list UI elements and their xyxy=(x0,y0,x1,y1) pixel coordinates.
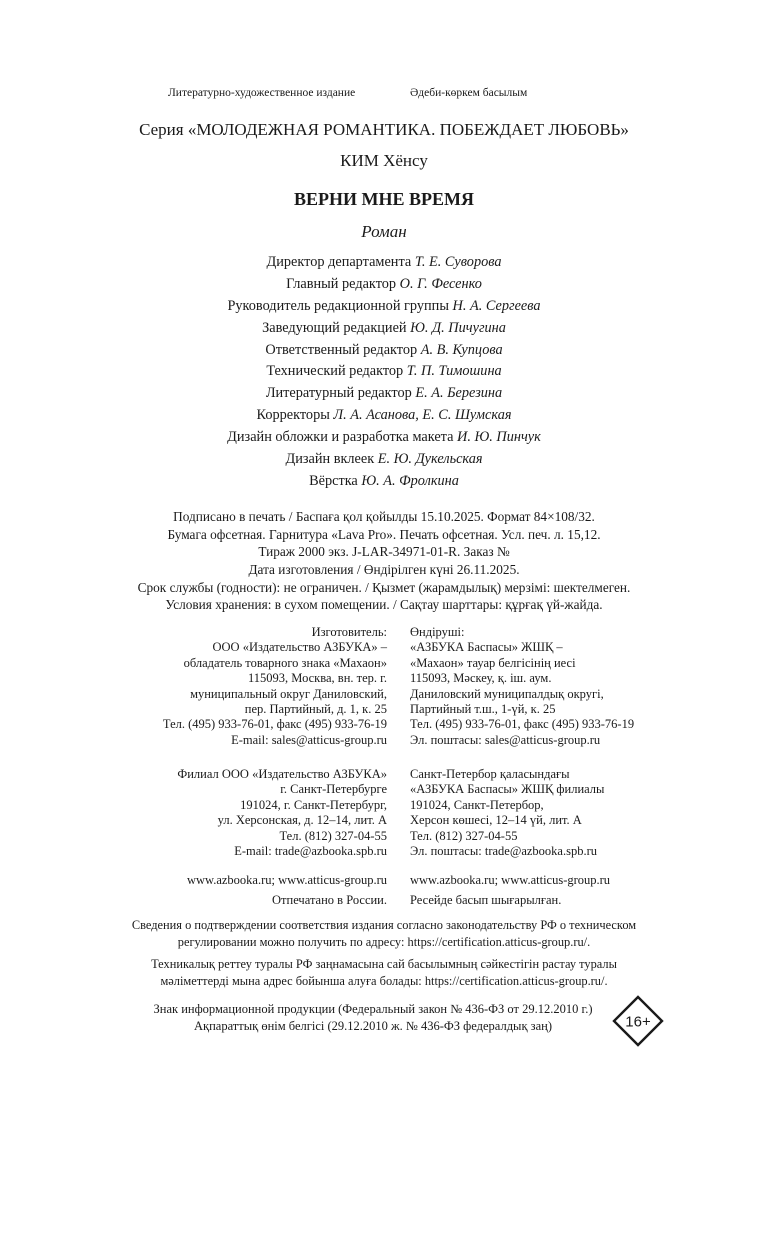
print-spec-line: Срок службы (годности): не ограничен. / Қызмет (жарамдылық) мерзімі: шектелмеген. xyxy=(137,579,631,595)
credit-person: Л. А. Асанова, Е. С. Шумская xyxy=(333,407,512,424)
credit-person: А. В. Купцова xyxy=(420,341,503,358)
address-line: Эл. поштасы: sales@atticus-group.ru xyxy=(410,732,601,747)
age-rating-badge xyxy=(612,995,664,1047)
address-line: Тел. (812) 327-04-55 xyxy=(410,828,518,843)
credit-person: Ю. Д. Пичугина xyxy=(410,319,506,336)
address-line: ООО «Издательство АЗБУКА» – xyxy=(212,640,387,655)
address-line: ул. Херсонская, д. 12–14, лит. А xyxy=(217,813,387,828)
address-line: 115093, Мәскеу, қ. іш. аум. xyxy=(410,671,552,686)
address-line: «АЗБУКА Баспасы» ЖШҚ – xyxy=(410,640,563,655)
website-links: www.azbooka.ru; www.atticus-group.ru xyxy=(410,873,611,887)
info-product-sign: Знак информационной продукции (Федеральный закон № 436-ФЗ от 29.12.2010 г.) Ақпараттық өнім белгісі (29.12.2010 ж. № 436-ФЗ федералдық заң) xyxy=(153,1002,593,1033)
address-line: Филиал ООО «Издательство АЗБУКА» xyxy=(177,767,387,781)
address-line: обладатель товарного знака «Махаон» xyxy=(183,655,387,670)
address-line: Тел. (812) 327-04-55 xyxy=(279,828,387,843)
credit-person: О. Г. Фесенко xyxy=(399,275,482,292)
websites-kz xyxy=(410,873,610,888)
credit-role: Дизайн обложки и разработка макета xyxy=(227,429,454,446)
address-line: пер. Партийный, д. 1, к. 25 xyxy=(244,701,387,716)
credit-role: Дизайн вклеек xyxy=(285,451,375,468)
credit-line xyxy=(0,252,768,274)
address-line: Даниловский муниципалдық округі, xyxy=(410,686,604,701)
credit-role: Литературный редактор xyxy=(265,385,412,402)
address-line: «АЗБУКА Баспасы» ЖШҚ филиалы xyxy=(410,782,605,797)
address-line: Херсон көшесі, 12–14 үй, лит. А xyxy=(410,813,582,828)
manufacturer-ru xyxy=(163,625,387,748)
credit-line xyxy=(0,449,768,471)
address-line: г. Санкт-Петербурге xyxy=(280,782,387,797)
credit-line xyxy=(0,405,768,427)
address-line: Санкт-Петербор қаласындағы xyxy=(410,767,570,781)
credit-person: И. Ю. Пинчук xyxy=(457,429,541,446)
credit-line xyxy=(0,361,768,383)
credit-person: Ю. А. Фролкина xyxy=(361,472,459,489)
websites-ru xyxy=(187,873,387,888)
address-line: Эл. поштасы: trade@azbooka.spb.ru xyxy=(410,843,598,858)
credit-line xyxy=(0,427,768,449)
address-line: «Махаон» тауар белгісінің иесі xyxy=(410,655,576,670)
credit-role: Директор департамента xyxy=(266,254,412,270)
print-spec-line: Тираж 2000 экз. J-LAR-34971-01-R. Заказ № xyxy=(258,544,510,560)
age-rating-label: 16+ xyxy=(625,1013,651,1031)
address-line: Партийный т.ш., 1-үй, к. 25 xyxy=(410,701,556,716)
address-line: 115093, Москва, вн. тер. г. xyxy=(247,671,387,686)
address-line: 191024, Санкт-Петербор, xyxy=(410,797,544,812)
printed-in-ru: Отпечатано в России. xyxy=(272,893,387,907)
series-line: Серия «МОЛОДЕЖНАЯ РОМАНТИКА. ПОБЕЖДАЕТ ЛЮБОВЬ» xyxy=(139,120,629,139)
print-spec-line: Подписано в печать / Баспаға қол қойылды 15.10.2025. Формат 84×108/32. xyxy=(173,509,595,524)
book-title: ВЕРНИ МНЕ ВРЕМЯ xyxy=(294,189,474,209)
credit-person: Т. Е. Суворова xyxy=(414,254,502,270)
credit-line xyxy=(0,274,768,296)
address-line: Тел. (495) 933-76-01, факс (495) 933-76-19 xyxy=(162,717,387,732)
address-line: Тел. (495) 933-76-01, факс (495) 933-76-19 xyxy=(410,717,635,732)
print-specs xyxy=(0,508,768,614)
certification-note-kz: Техникалық реттеу туралы РФ заңнамасына сай басылымның сәйкестігін растау туралы мәліметтерді мына адрес бойынша алуға болады: https://certification.atticus-group.ru/. xyxy=(151,957,617,988)
edition-type-ru: Литературно-художественное издание xyxy=(168,87,356,99)
address-line: 191024, г. Санкт-Петербург, xyxy=(240,797,387,812)
credit-line xyxy=(0,296,768,318)
credit-line xyxy=(0,383,768,405)
edition-type-kz: Әдеби-көркем басылым xyxy=(410,87,528,99)
printed-in-kz: Ресейде басып шығарылған. xyxy=(410,893,562,907)
credits-list xyxy=(0,252,768,493)
branch-ru xyxy=(177,767,387,859)
manufacturer-kz xyxy=(410,625,634,748)
print-spec-line: Бумага офсетная. Гарнитура «Lava Pro». Печать офсетная. Усл. печ. л. 15,12. xyxy=(167,526,601,542)
credit-role: Корректоры xyxy=(256,407,330,424)
credit-role: Технический редактор xyxy=(266,363,404,380)
address-line: E-mail: trade@azbooka.spb.ru xyxy=(234,843,387,858)
print-spec-line: Условия хранения: в сухом помещении. / Сақтау шарттары: құрғақ үй-жайда. xyxy=(165,597,603,613)
credit-person: Т. П. Тимошина xyxy=(406,363,502,380)
book-genre: Роман xyxy=(361,222,407,241)
credit-line xyxy=(0,471,768,493)
credit-person: Е. А. Березина xyxy=(415,385,503,402)
credit-line xyxy=(0,340,768,362)
credit-role: Заведующий редакцией xyxy=(262,319,407,336)
address-line: Изготовитель: xyxy=(311,625,387,639)
certification-note-ru: Сведения о подтверждении соответствия издания согласно законодательству РФ о техническом регулировании можно получить по адресу: https://certification.atticus-group.ru/. xyxy=(131,918,637,949)
credit-role: Руководитель редакционной группы xyxy=(227,297,449,314)
credit-role: Ответственный редактор xyxy=(265,341,418,358)
credit-role: Вёрстка xyxy=(309,472,358,489)
credit-line xyxy=(0,318,768,340)
address-line: муниципальный округ Даниловский, xyxy=(190,686,387,701)
address-line: E-mail: sales@atticus-group.ru xyxy=(231,732,387,747)
print-spec-line: Дата изготовления / Өндірілген күні 26.11.2025. xyxy=(248,562,520,578)
credit-role: Главный редактор xyxy=(286,275,397,292)
author-name: КИМ Хёнсу xyxy=(340,151,428,170)
website-links: www.azbooka.ru; www.atticus-group.ru xyxy=(186,873,387,887)
address-line: Өндіруші: xyxy=(410,625,465,639)
credit-person: Е. Ю. Дукельская xyxy=(377,451,483,468)
branch-kz xyxy=(410,767,604,859)
credit-person: Н. А. Сергеева xyxy=(452,297,541,314)
